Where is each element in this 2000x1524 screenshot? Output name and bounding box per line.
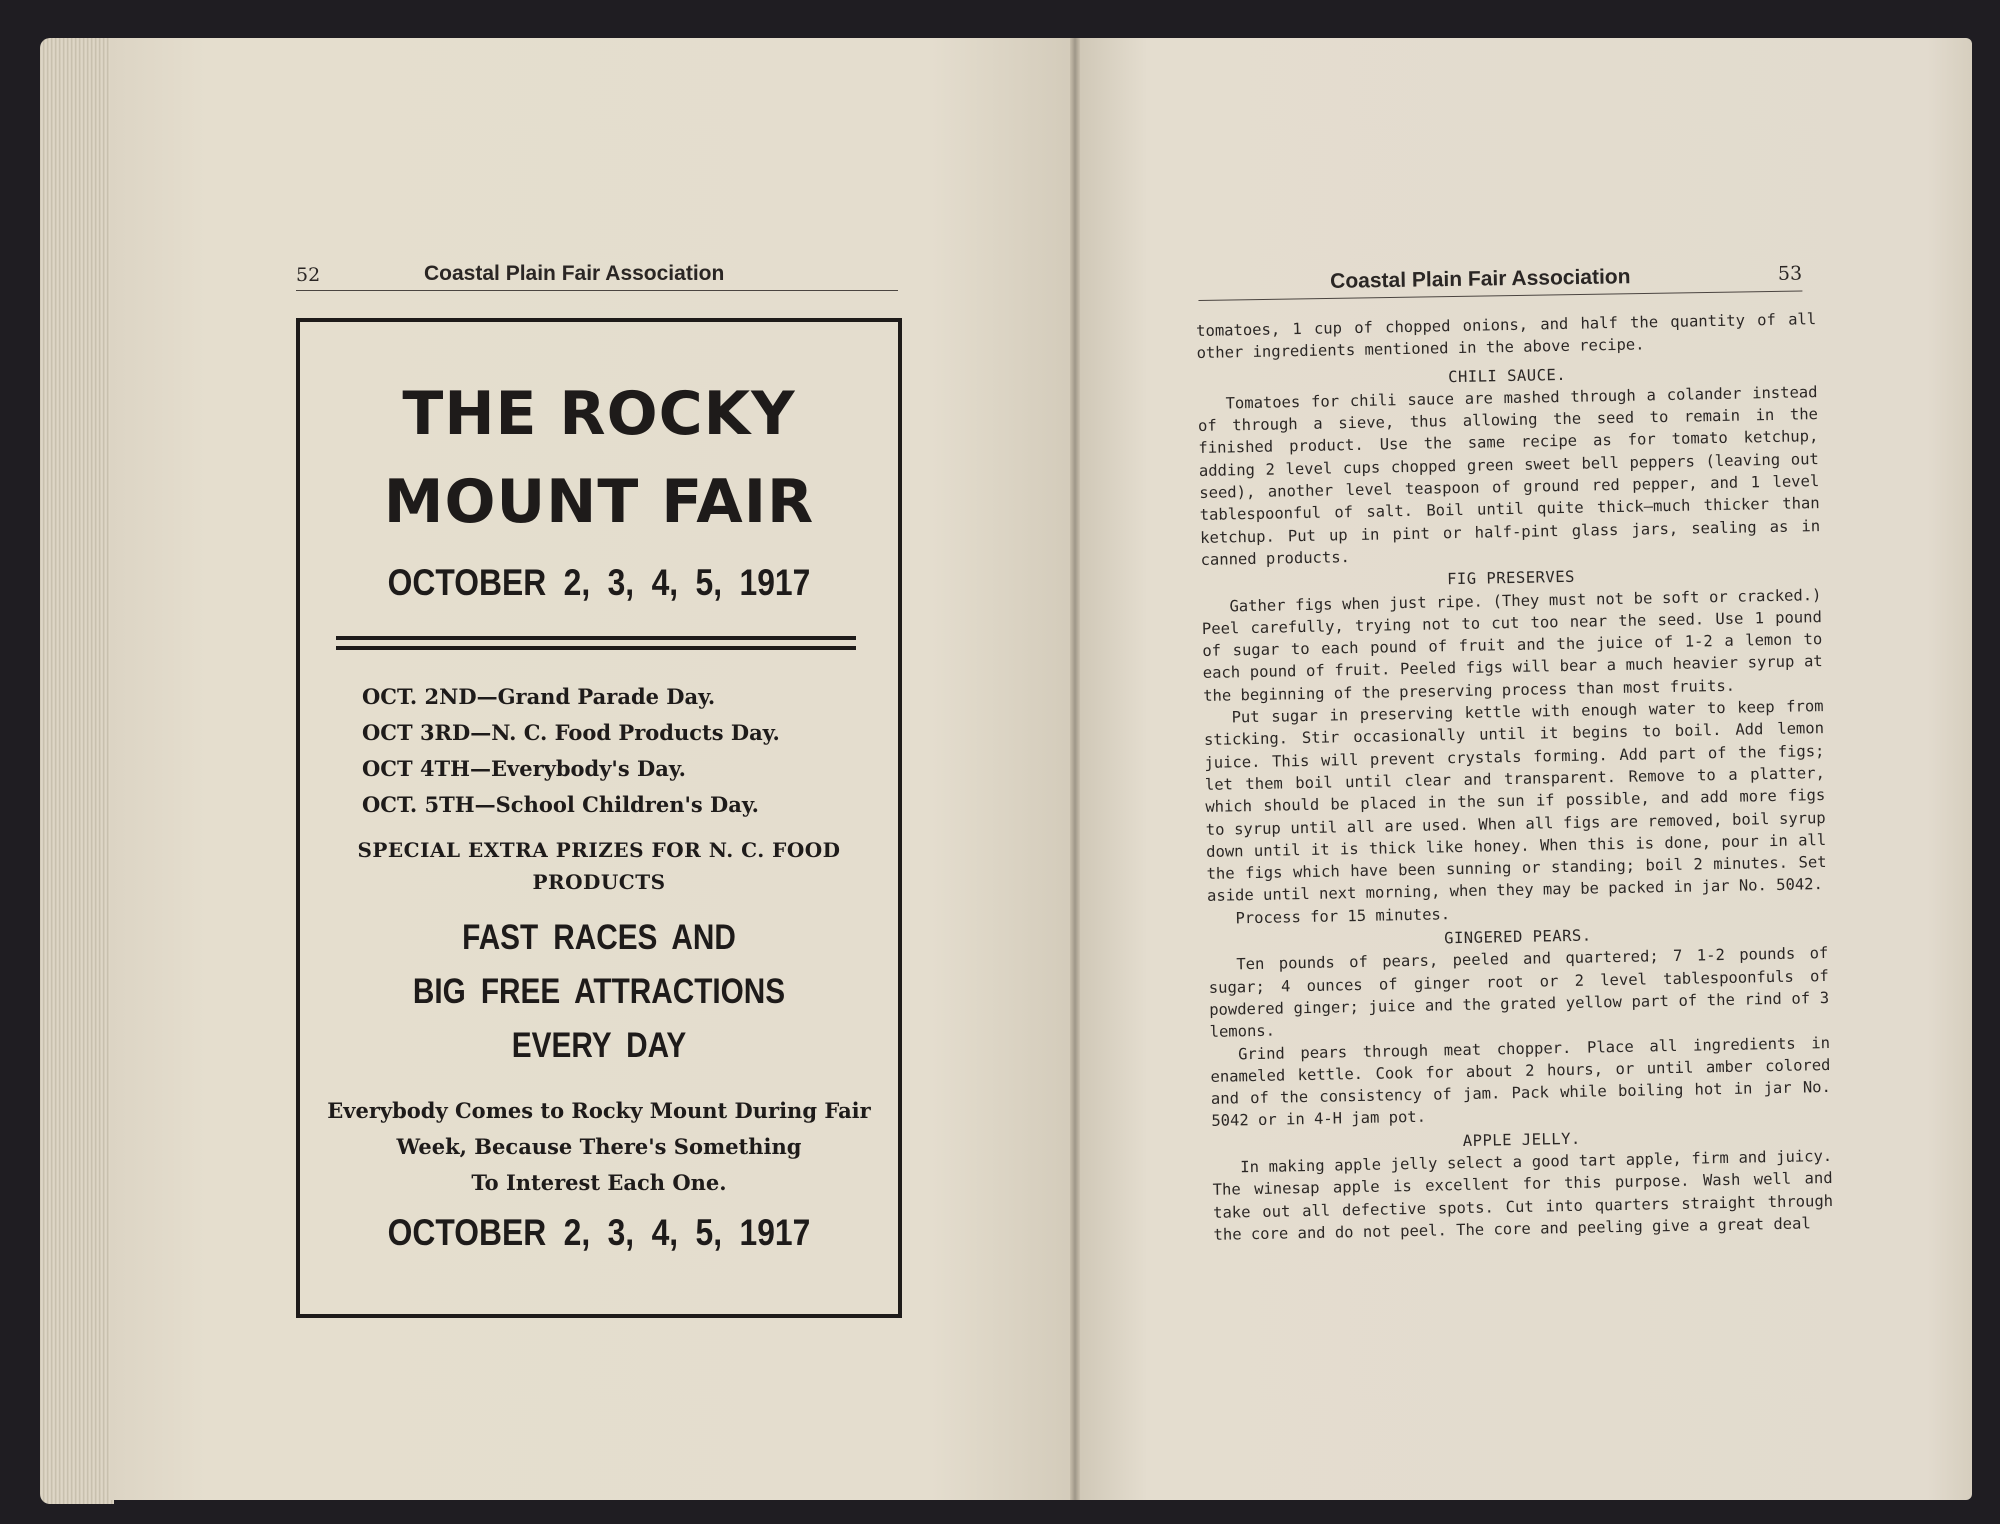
ad-date-bottom: OCTOBER 2, 3, 4, 5, 1917: [387, 1212, 811, 1253]
left-page-number: 52: [296, 264, 321, 286]
right-header-title: Coastal Plain Fair Association: [1330, 265, 1631, 293]
ad-double-rule-top: [336, 636, 856, 640]
ad-special-line1: SPECIAL EXTRA PRIZES FOR N. C. FOOD: [357, 838, 841, 862]
ad-title-line2: MOUNT FAIR: [383, 467, 815, 537]
ad-day-2: OCT 3RD—N. C. Food Products Day.: [362, 720, 780, 745]
ad-date-top: OCTOBER 2, 3, 4, 5, 1917: [387, 562, 811, 603]
left-running-head: [296, 262, 898, 291]
gingered-pears-text-2: Grind pears through meat chopper. Place all ingredients in enameled kettle. Cook for about 2 hours, or until amber colored and of the consistency of jam. Pack while boiling hot in jar No. 5042 or in 4-H jam pot.: [1210, 1033, 1832, 1131]
left-header-title: Coastal Plain Fair Association: [424, 262, 725, 285]
ad-day-1: OCT. 2ND—Grand Parade Day.: [362, 684, 716, 709]
ad-title-line1: THE ROCKY: [402, 379, 796, 449]
book-gutter: [1070, 38, 1080, 1500]
ad-everybody-3: To Interest Each One.: [471, 1170, 727, 1195]
gingered-pears-heading: GINGERED PEARS.: [1443, 926, 1592, 948]
apple-jelly-heading: APPLE JELLY.: [1462, 1129, 1581, 1150]
ad-everybody-1: Everybody Comes to Rocky Mount During Fair: [327, 1098, 871, 1123]
fair-advertisement: [296, 318, 902, 1318]
ad-attraction-3: EVERY DAY: [511, 1026, 687, 1065]
chili-sauce-text: Tomatoes for chili sauce are mashed through a colander instead of through a sieve, thus allowing the seed to remain in the finished product. Use the same recipe as for tomato ketchup, adding 2 level cups chopped green sweet bell peppers (leaving out seed), another level teaspoon of ground red pepper, and 1 level tablespoonful of salt. Boil until quite thick—much thicker than ketchup. Put up in pint or half-pint glass jars, sealing as in canned products.: [1197, 382, 1821, 569]
fig-preserves-text-2: Put sugar in preserving kettle with enough water to keep from sticking. Stir occasionally until it begins to boil. Add lemon juice. This will prevent crystals forming. Add part of the figs; let them boil until clear and transparent. Remove to a platter, which should be placed in the sun if possible, and add more figs to syrup until all are used. When all figs are removed, boil syrup down until it is thick like honey. When this is done, pour in all the figs which have been sunning or standing; boil 2 minutes. Set aside until next morning, when they may be packed in jar No. 5042.: [1203, 697, 1827, 906]
right-page-number: 53: [1777, 262, 1803, 285]
gingered-pears-text-1: Ten pounds of pears, peeled and quartered; 7 1-2 pounds of sugar; 4 ounces of ginger root or 2 level tablespoonfuls of powdered ginger; juice and the grated yellow part of the rind of 3 lemons.: [1208, 944, 1830, 1042]
fig-preserves-heading: FIG PRESERVES: [1446, 568, 1576, 589]
ad-double-rule-bottom: [336, 646, 856, 650]
fig-preserves-text-1: Gather figs when just ripe. (They must not be soft or cracked.) Peel carefully, trying not to cut too near the seed. Use 1 pound of sugar to each pound of fruit and the juice of 1-2 a lemon to each pound of fruit. Peeled figs will bear a much heavier syrup at the beginning of the preserving process than most fruits.: [1201, 585, 1823, 705]
ad-special-line2: PRODUCTS: [532, 870, 666, 894]
page-edges: [40, 38, 114, 1504]
ad-attraction-2: BIG FREE ATTRACTIONS: [412, 972, 786, 1011]
ad-day-4: OCT. 5TH—School Children's Day.: [362, 792, 759, 817]
apple-jelly-text: In making apple jelly select a good tart apple, firm and juicy. The winesap apple is excellent for this purpose. Wash well and take out all defective spots. Cut into quarters straight through the core and do not peel. The core and peeling give a great deal: [1212, 1146, 1834, 1244]
ad-attraction-1: FAST RACES AND: [462, 918, 736, 957]
intro-paragraph: tomatoes, 1 cup of chopped onions, and half the quantity of all other ingredients mentioned in the above recipe.: [1196, 310, 1817, 363]
ad-day-3: OCT 4TH—Everybody's Day.: [362, 756, 686, 781]
ad-everybody-2: Week, Because There's Something: [396, 1134, 802, 1159]
recipe-text-block: [1196, 308, 1834, 1246]
fig-process-line: Process for 15 minutes.: [1235, 904, 1451, 928]
chili-sauce-heading: CHILI SAUCE.: [1447, 365, 1567, 386]
